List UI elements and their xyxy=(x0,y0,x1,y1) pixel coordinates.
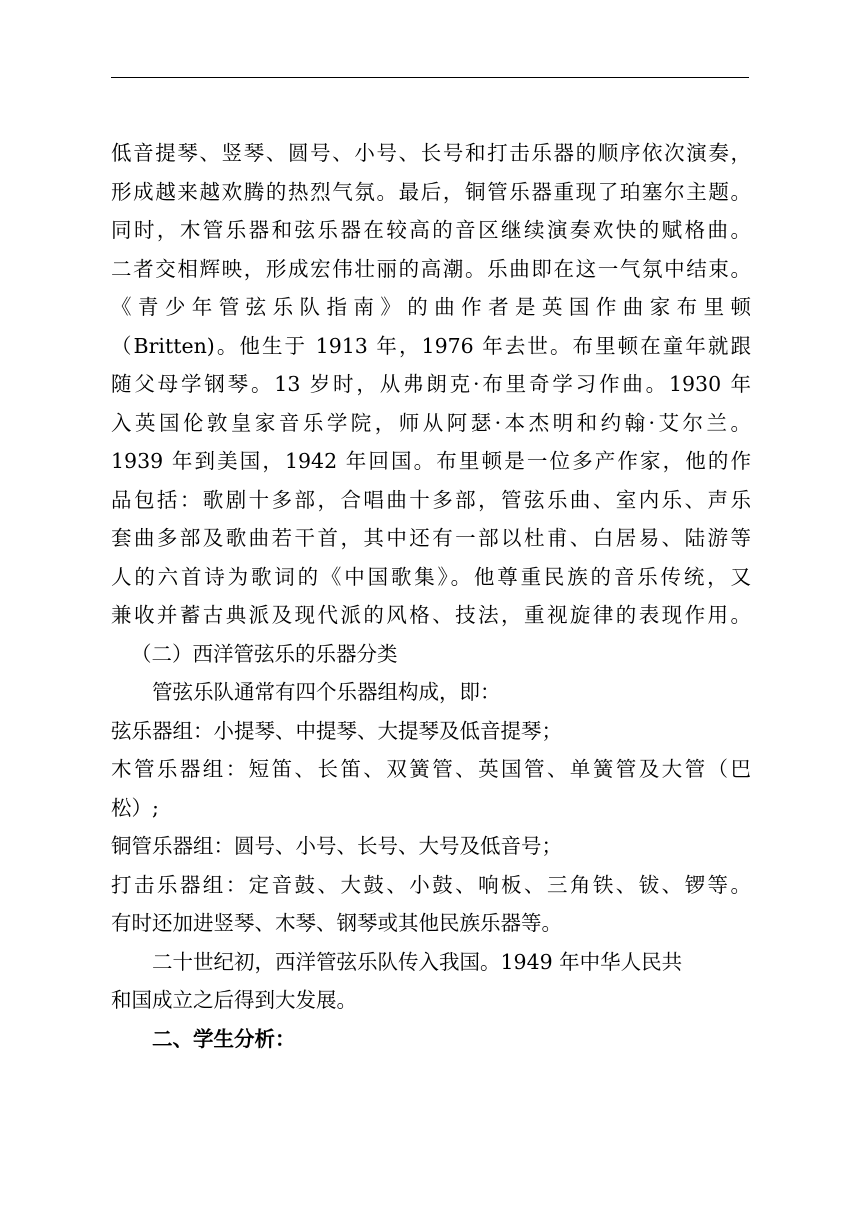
text-line: 低音提琴、竖琴、圆号、小号、长号和打击乐器的顺序依次演奏， xyxy=(111,141,751,165)
intro-line: 管弦乐队通常有四个乐器组构成，即： xyxy=(152,680,501,704)
text-line: 品包括：歌剧十多部，合唱曲十多部，管弦乐曲、室内乐、声乐 xyxy=(111,487,751,512)
subheading-instrument-classification: （二）西洋管弦乐的乐器分类 xyxy=(131,641,398,666)
text-line: （Britten)。他生于 1913 年，1976 年去世。布里顿在童年就跟 xyxy=(111,333,751,358)
instrument-groups xyxy=(111,712,751,943)
text-line: 《青少年管弦乐队指南》的曲作者是英国作曲家布里顿 xyxy=(111,295,751,319)
text-line: 形成越来越欢腾的热烈气氛。最后，铜管乐器重现了珀塞尔主题。 xyxy=(111,179,751,204)
section-heading-student-analysis: 二、学生分析： xyxy=(152,1026,296,1051)
text-line: 1939 年到美国，1942 年回国。布里顿是一位多产作家，他的作 xyxy=(111,449,751,473)
text-line: 和国成立之后得到大发展。 xyxy=(111,988,357,1012)
group-strings: 弦乐器组：小提琴、中提琴、大提琴及低音提琴； xyxy=(111,718,562,743)
text-line: 二者交相辉映，形成宏伟壮丽的高潮。乐曲即在这一气氛中结束。 xyxy=(111,256,751,281)
group-woodwinds: 木管乐器组：短笛、长笛、双簧管、英国管、单簧管及大管（巴 xyxy=(111,757,751,781)
text-line: 人的六首诗为歌词的《中国歌集》。他尊重民族的音乐传统，又 xyxy=(111,564,751,589)
text-line: 套曲多部及歌曲若干首，其中还有一部以杜甫、白居易、陆游等 xyxy=(111,526,751,550)
group-percussion: 打击乐器组：定音鼓、大鼓、小鼓、响板、三角铁、钹、锣等。 xyxy=(111,872,751,897)
group-woodwinds-continued: 松）; xyxy=(111,795,159,820)
paragraph-britten xyxy=(111,134,751,635)
text-line: 随父母学钢琴。13 岁时，从弗朗克·布里奇学习作曲。1930 年 xyxy=(111,372,751,396)
text-line: 同时，木管乐器和弦乐器在较高的音区继续演奏欢快的赋格曲。 xyxy=(111,218,751,242)
text-line: 兼收并蓄古典派及现代派的风格、技法，重视旋律的表现作用。 xyxy=(111,603,751,627)
group-brass: 铜管乐器组：圆号、小号、长号、大号及低音号； xyxy=(111,834,562,858)
text-line: 入英国伦敦皇家音乐学院，师从阿瑟·本杰明和约翰·艾尔兰。 xyxy=(111,410,751,435)
document-body xyxy=(111,134,751,1058)
header-rule xyxy=(111,77,749,78)
text-line: 二十世纪初，西洋管弦乐队传入我国。1949 年中华人民共 xyxy=(152,949,683,974)
paragraph-history xyxy=(111,943,751,1020)
group-percussion-continued: 有时还加进竖琴、木琴、钢琴或其他民族乐器等。 xyxy=(111,911,562,935)
